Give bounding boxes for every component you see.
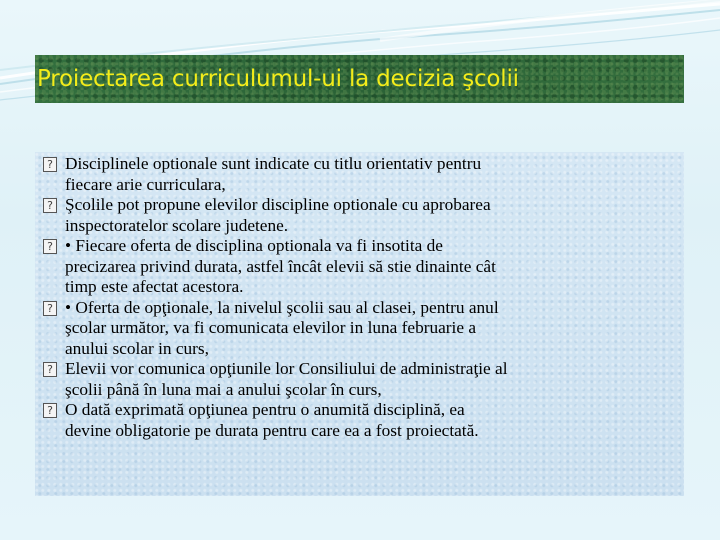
missing-glyph-icon: ? [43, 157, 57, 172]
list-item [39, 154, 678, 195]
list-item [39, 298, 678, 360]
slide-title: Proiectarea curriculumul-ui la decizia şcolii [37, 66, 519, 92]
list-item [39, 236, 678, 298]
list-item [39, 195, 678, 236]
list-item-text: • Fiecare oferta de disciplina optionala va fi insotita de precizarea privind durata, astfel încât elevii să stie dinainte cât timp este afectat acestora. [65, 236, 496, 296]
missing-glyph-icon: ? [43, 239, 57, 254]
list-item-text: Elevii vor comunica opţiunile lor Consiliului de administraţie al şcolii până în luna mai a anului şcolar în curs, [65, 359, 508, 399]
bullet-list [39, 154, 678, 441]
missing-glyph-icon: ? [43, 198, 57, 213]
list-item-text: • Oferta de opţionale, la nivelul şcolii sau al clasei, pentru anul şcolar următor, va fi comunicata elevilor in luna februarie a anului scolar in curs, [65, 297, 499, 358]
title-bar [35, 55, 684, 103]
missing-glyph-icon: ? [43, 362, 57, 377]
content-box [35, 152, 684, 496]
list-item [39, 400, 678, 441]
list-item-text: O dată exprimată opţiunea pentru o anumită disciplină, ea devine obligatorie pe durata pentru care ea a fost proiectată. [65, 400, 479, 440]
missing-glyph-icon: ? [43, 403, 57, 418]
list-item [39, 359, 678, 400]
missing-glyph-icon: ? [43, 301, 57, 316]
list-item-text: Disciplinele optionale sunt indicate cu titlu orientativ pentru fiecare arie curriculara, [65, 154, 482, 194]
list-item-text: Şcolile pot propune elevilor discipline optionale cu aprobarea inspectoratelor scolare judetene. [65, 195, 491, 235]
